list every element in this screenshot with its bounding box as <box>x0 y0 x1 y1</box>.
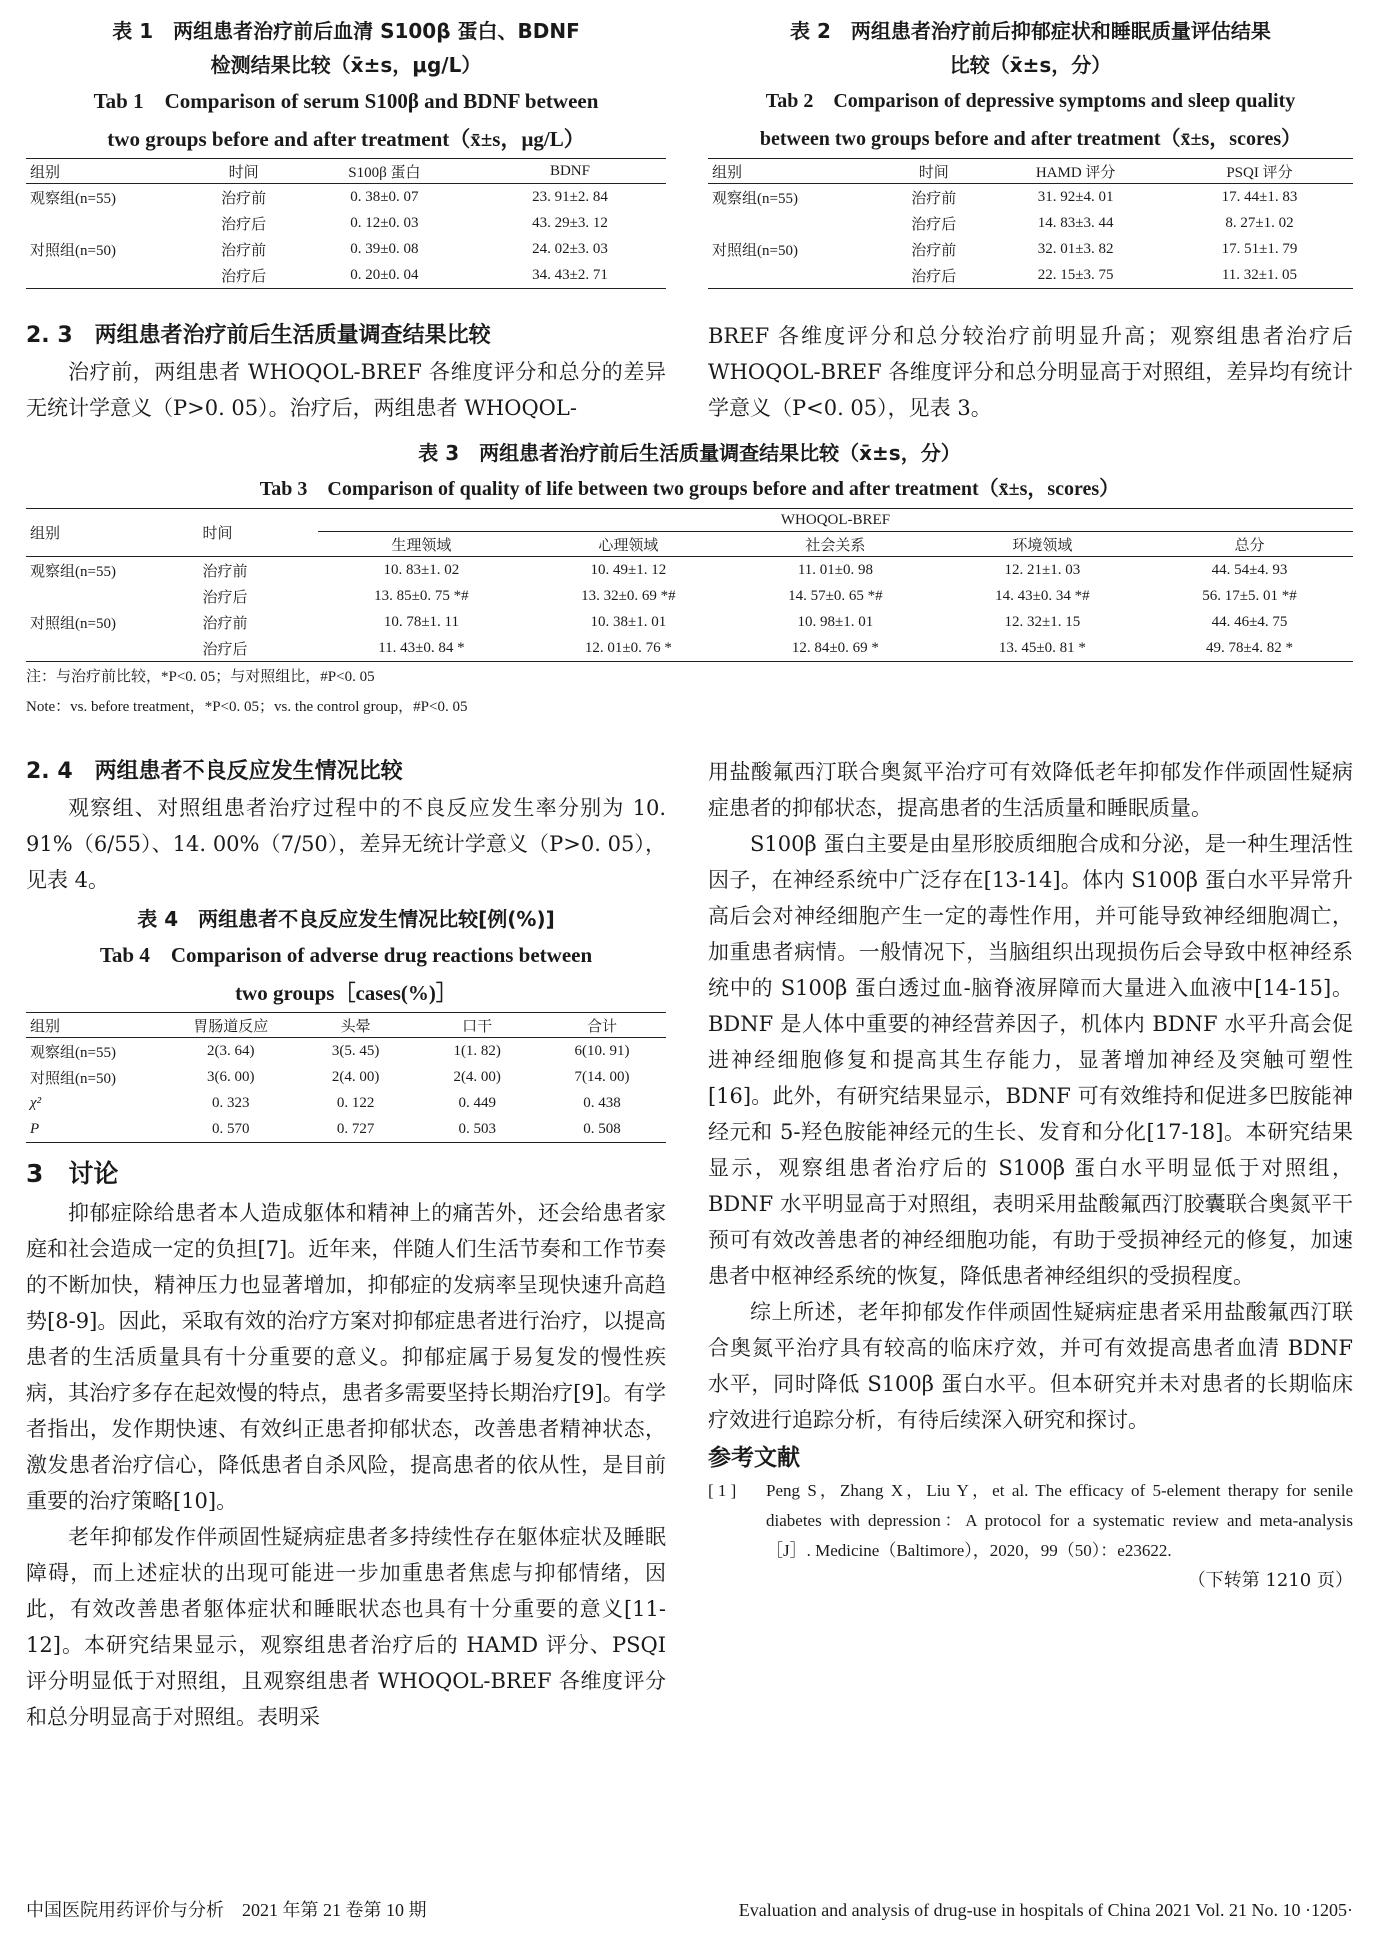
table-cell: 14. 57±0. 65 *# <box>788 587 883 604</box>
table-row <box>26 583 1353 609</box>
table-cell: 0. 727 <box>295 1116 417 1143</box>
section-heading: 2. 3 两组患者治疗前后生活质量调查结果比较 <box>26 323 491 348</box>
table-cell: 治疗后 <box>199 635 318 662</box>
table-3-note-en: Note：vs. before treatment，*P<0. 05；vs. the control group，#P<0. 05 <box>26 699 468 715</box>
table-cell: 治疗前 <box>911 190 957 207</box>
table-4-caption-zh: 表 4 两组患者不良反应发生情况比较[例(%)] <box>137 907 555 931</box>
table-cell: 治疗后 <box>221 216 267 233</box>
table-cell <box>708 262 882 289</box>
table-cell: 14. 83±3. 44 <box>1037 214 1114 231</box>
paragraph: 观察组、对照组患者治疗过程中的不良反应发生率分别为 10. 91%（6/55）、14. 00%（7/50），差异无统计学意义（P>0. 05），见表 4。 <box>26 796 666 892</box>
table-row <box>26 262 666 289</box>
table-header: 组别 <box>26 159 192 184</box>
table-cell: χ² <box>30 1094 42 1111</box>
table-4 <box>26 1012 666 1143</box>
table-cell: 31. 92±4. 01 <box>1037 188 1114 205</box>
table-row <box>26 1116 666 1143</box>
table-row <box>26 184 666 211</box>
table-2-caption-zh-2: 比较（x̄±s，分） <box>949 53 1112 77</box>
table-super-header: WHOQOL-BREF <box>318 509 1353 532</box>
table-row <box>708 210 1353 236</box>
table-cell: 10. 78±1. 11 <box>383 613 460 630</box>
paragraph: 综上所述，老年抑郁发作伴顽固性疑病症患者采用盐酸氟西汀联合奥氮平治疗具有较高的临床疗效，并可有效提高患者血清 BDNF 水平，同时降低 S100β 蛋白水平。但本研究并未对患者的长期临床疗效进行追踪分析，有待后续深入研究和探讨。 <box>708 1300 1353 1432</box>
table-2 <box>708 158 1353 289</box>
table-header: 组别 <box>708 159 882 184</box>
table-cell <box>26 210 192 236</box>
table-row <box>26 1038 666 1065</box>
table-cell: 56. 17±5. 01 *# <box>1202 587 1297 604</box>
table-cell: 0. 570 <box>167 1116 295 1143</box>
table-cell: 17. 44±1. 83 <box>1221 188 1298 205</box>
table-row <box>26 1064 666 1090</box>
table-row <box>26 557 1353 584</box>
table-4-caption-en-2: two groups［cases(%)］ <box>235 981 457 1005</box>
section-heading: 3 讨论 <box>26 1159 119 1188</box>
table-cell: 治疗前 <box>221 190 267 207</box>
table-2-caption-zh: 表 2 两组患者治疗前后抑郁症状和睡眠质量评估结果 <box>790 19 1271 43</box>
table-cell: 0. 20±0. 04 <box>295 262 474 289</box>
table-cell: 对照组(n=50) <box>30 242 116 259</box>
table-header: S100β 蛋白 <box>295 159 474 184</box>
table-cell: 3(5. 45) <box>331 1042 380 1059</box>
section-2-3-right <box>708 318 1353 426</box>
table-cell: 11. 43±0. 84 * <box>318 635 525 662</box>
table-cell: 治疗前 <box>202 563 248 580</box>
table-cell: 34. 43±2. 71 <box>474 262 666 289</box>
table-header: HAMD 评分 <box>985 159 1166 184</box>
table-cell: 1(1. 82) <box>453 1042 501 1059</box>
table-1-block <box>26 14 666 289</box>
table-cell: 8. 27±1. 02 <box>1225 214 1294 231</box>
table-header: 时间 <box>199 509 318 557</box>
table-header: 合计 <box>538 1013 666 1038</box>
table-header: 环境领域 <box>939 532 1146 557</box>
table-1-caption-en-2: two groups before and after treatment（x̄±s，μg/L） <box>107 127 585 151</box>
table-cell: 14. 43±0. 34 *# <box>995 587 1090 604</box>
table-cell <box>26 262 192 289</box>
table-cell: 10. 83±1. 02 <box>383 561 460 578</box>
table-cell: 10. 49±1. 12 <box>590 561 667 578</box>
table-cell: 12. 84±0. 69 * <box>732 635 939 662</box>
table-header: 口干 <box>416 1013 538 1038</box>
table-header: 组别 <box>26 509 199 557</box>
table-cell: 7(14. 00) <box>574 1068 630 1085</box>
table-4-block <box>26 902 666 1143</box>
table-3-caption-en: Tab 3 Comparison of quality of life between two groups before and after treatment（x̄±s，scores） <box>259 478 1120 500</box>
references-heading: 参考文献 <box>708 1445 800 1471</box>
table-cell: 对照组(n=50) <box>712 242 798 259</box>
table-3-caption-zh: 表 3 两组患者治疗前后生活质量调查结果比较（x̄±s，分） <box>418 441 961 465</box>
table-cell: 13. 32±0. 69 *# <box>581 587 676 604</box>
table-2-block <box>708 14 1353 289</box>
continued-note: （下转第 1210 页） <box>1187 1570 1353 1591</box>
table-3-note-zh: 注：与治疗前比较，*P<0. 05；与对照组比，#P<0. 05 <box>26 669 375 685</box>
table-cell: 观察组(n=55) <box>30 1044 116 1061</box>
table-cell: 6(10. 91) <box>574 1042 630 1059</box>
table-1-caption-en: Tab 1 Comparison of serum S100β and BDNF between <box>93 89 599 113</box>
table-cell: 13. 45±0. 81 * <box>939 635 1146 662</box>
table-row <box>26 635 1353 662</box>
table-cell: 治疗后 <box>882 262 985 289</box>
table-3 <box>26 508 1353 662</box>
table-1-caption-zh-2: 检测结果比较（x̄±s，μg/L） <box>210 53 482 77</box>
table-cell: 治疗后 <box>192 262 294 289</box>
table-row <box>708 262 1353 289</box>
table-cell <box>708 210 882 236</box>
table-cell: 23. 91±2. 84 <box>532 188 608 205</box>
footer-journal-en: Evaluation and analysis of drug-use in hospitals of China 2021 Vol. 21 No. 10 ·1205· <box>738 1900 1353 1920</box>
table-header: 总分 <box>1146 532 1353 557</box>
left-column-lower <box>26 754 666 1735</box>
table-cell: 对照组(n=50) <box>30 1070 116 1087</box>
table-cell: 13. 85±0. 75 *# <box>374 587 469 604</box>
table-cell: 12. 32±1. 15 <box>1004 613 1081 630</box>
table-header: 头晕 <box>295 1013 417 1038</box>
table-cell: 44. 46±4. 75 <box>1211 613 1288 630</box>
table-cell: 3(6. 00) <box>207 1068 255 1085</box>
table-cell: 观察组(n=55) <box>30 190 116 207</box>
paragraph: 用盐酸氟西汀联合奥氮平治疗可有效降低老年抑郁发作伴顽固性疑病症患者的抑郁状态，提高患者的生活质量和睡眠质量。 <box>708 760 1353 820</box>
footer-journal-zh: 中国医院用药评价与分析 2021 年第 21 卷第 10 期 <box>26 1900 427 1920</box>
table-header: 生理领域 <box>318 532 525 557</box>
table-cell <box>26 635 199 662</box>
paragraph: 老年抑郁发作伴顽固性疑病症患者多持续性存在躯体症状及睡眠障碍，而上述症状的出现可能进一步加重患者焦虑与抑郁情绪，因此，有效改善患者躯体症状和睡眠状态也具有十分重要的意义[11-12]。本研究结果显示，观察组患者治疗后的 HAMD 评分、PSQI 评分明显低于对照组，且观察组患者 WHOQOL-BREF 各维度评分和总分明显高于对照组。表明采 <box>26 1525 666 1729</box>
table-cell: 44. 54±4. 93 <box>1211 561 1288 578</box>
paragraph: 治疗前，两组患者 WHOQOL-BREF 各维度评分和总分的差异无统计学意义（P>0. 05）。治疗后，两组患者 WHOQOL- <box>26 360 666 420</box>
table-header: 时间 <box>882 159 985 184</box>
table-1-caption-zh: 表 1 两组患者治疗前后血清 S100β 蛋白、BDNF <box>112 19 580 43</box>
table-cell: 0. 449 <box>458 1094 496 1111</box>
table-row <box>26 236 666 262</box>
table-2-caption-en: Tab 2 Comparison of depressive symptoms and sleep quality <box>765 90 1296 112</box>
table-cell: 0. 39±0. 08 <box>350 240 419 257</box>
table-header: 组别 <box>26 1013 167 1038</box>
table-cell: 治疗后 <box>911 216 957 233</box>
table-cell: 10. 38±1. 01 <box>590 613 667 630</box>
table-header: 胃肠道反应 <box>167 1013 295 1038</box>
table-row <box>26 609 1353 635</box>
table-cell: 0. 122 <box>336 1094 375 1111</box>
table-header: BDNF <box>474 159 666 184</box>
table-cell: 治疗前 <box>221 242 267 259</box>
table-cell: 0. 503 <box>416 1116 538 1143</box>
table-cell: 32. 01±3. 82 <box>1037 240 1114 257</box>
table-cell: 0. 12±0. 03 <box>350 214 419 231</box>
table-cell: 12. 21±1. 03 <box>1004 561 1081 578</box>
table-cell: 对照组(n=50) <box>30 615 116 632</box>
table-row <box>26 210 666 236</box>
table-cell: 11. 01±0. 98 <box>797 561 874 578</box>
table-cell: 49. 78±4. 82 * <box>1146 635 1353 662</box>
reference-text: Peng S，Zhang X，Liu Y，et al. The efficacy of 5-element therapy for senile diabetes with depression：A protocol for a systematic review and meta-analysis［J］. Medicine（Baltimore），2020，99（50）：e23622. <box>766 1481 1353 1560</box>
table-header: 时间 <box>192 159 294 184</box>
table-cell: 2(3. 64) <box>207 1042 255 1059</box>
right-column-lower <box>708 754 1353 1596</box>
table-cell: 治疗前 <box>202 615 248 632</box>
table-cell: 治疗前 <box>911 242 957 259</box>
paragraph: 抑郁症除给患者本人造成躯体和精神上的痛苦外，还会给患者家庭和社会造成一定的负担[7]。近年来，伴随人们生活节奏和工作节奏的不断加快，精神压力也显著增加，抑郁症的发病率呈现快速升高趋势[8-9]。因此，采取有效的治疗方案对抑郁症患者进行治疗，以提高患者的生活质量具有十分重要的意义。抑郁症属于易复发的慢性疾病，其治疗多存在起效慢的特点，患者多需要坚持长期治疗[9]。有学者指出，发作期快速、有效纠正患者抑郁状态，改善患者精神状态，激发患者治疗信心，降低患者自杀风险，提高患者的依从性，是目前重要的治疗策略[10]。 <box>26 1201 666 1513</box>
table-2-caption-en-2: between two groups before and after treatment（x̄±s，scores） <box>759 128 1302 150</box>
table-cell: 12. 01±0. 76 * <box>525 635 732 662</box>
table-row <box>708 236 1353 262</box>
reference-item <box>708 1476 1353 1566</box>
section-heading: 2. 4 两组患者不良反应发生情况比较 <box>26 759 403 784</box>
table-cell: 11. 32±1. 05 <box>1166 262 1353 289</box>
table-cell: 2(4. 00) <box>331 1068 380 1085</box>
table-4-caption-en: Tab 4 Comparison of adverse drug reactions between <box>99 943 593 967</box>
table-cell: P <box>26 1116 167 1143</box>
table-cell: 22. 15±3. 75 <box>985 262 1166 289</box>
table-row <box>708 184 1353 211</box>
section-2-3-left <box>26 318 666 426</box>
table-cell: 观察组(n=55) <box>712 190 798 207</box>
table-cell: 观察组(n=55) <box>30 563 116 580</box>
table-row <box>26 1090 666 1116</box>
table-3-block <box>26 436 1353 722</box>
table-cell: 治疗后 <box>202 589 248 606</box>
table-cell: 43. 29±3. 12 <box>532 214 608 231</box>
paragraph: S100β 蛋白主要是由星形胶质细胞合成和分泌，是一种生理活性因子，在神经系统中广泛存在[13-14]。体内 S100β 蛋白水平异常升高后会对神经细胞产生一定的毒性作用，并可能导致神经细胞凋亡，加重患者病情。一般情况下，当脑组织出现损伤后会导致中枢神经系统中的 S100β 蛋白透过血-脑脊液屏障而大量进入血液中[14-15]。BDNF 是人体中重要的神经营养因子，机体内 BDNF 水平升高会促进神经细胞修复和提高其生存能力，显著增加神经及突触可塑性[16]。此外，有研究结果显示，BDNF 可有效维持和促进多巴胺能神经元和 5-羟色胺能神经元的生长、发育和分化[17-18]。本研究结果显示，观察组患者治疗后的 S100β 蛋白水平明显低于对照组，BDNF 水平明显高于对照组，表明采用盐酸氟西汀胶囊联合奥氮平干预可有效改善患者的神经细胞功能，有助于受损神经元的修复，加速患者中枢神经系统的恢复，降低患者神经组织的受损程度。 <box>708 832 1353 1288</box>
reference-number: [ 1 ] <box>708 1481 737 1500</box>
table-cell <box>26 583 199 609</box>
paragraph: BREF 各维度评分和总分较治疗前明显升高；观察组患者治疗后 WHOQOL-BREF 各维度评分和总分明显高于对照组，差异均有统计学意义（P<0. 05），见表 3。 <box>708 324 1353 420</box>
table-header: 心理领域 <box>525 532 732 557</box>
table-header: 社会关系 <box>732 532 939 557</box>
table-cell: 0. 38±0. 07 <box>350 188 419 205</box>
table-cell: 24. 02±3. 03 <box>532 240 608 257</box>
table-cell: 0. 438 <box>583 1094 621 1111</box>
table-cell: 2(4. 00) <box>453 1068 501 1085</box>
table-header: PSQI 评分 <box>1166 159 1353 184</box>
table-1 <box>26 158 666 289</box>
table-cell: 10. 98±1. 01 <box>797 613 874 630</box>
table-cell: 0. 508 <box>538 1116 666 1143</box>
table-cell: 0. 323 <box>212 1094 250 1111</box>
table-cell: 17. 51±1. 79 <box>1221 240 1298 257</box>
